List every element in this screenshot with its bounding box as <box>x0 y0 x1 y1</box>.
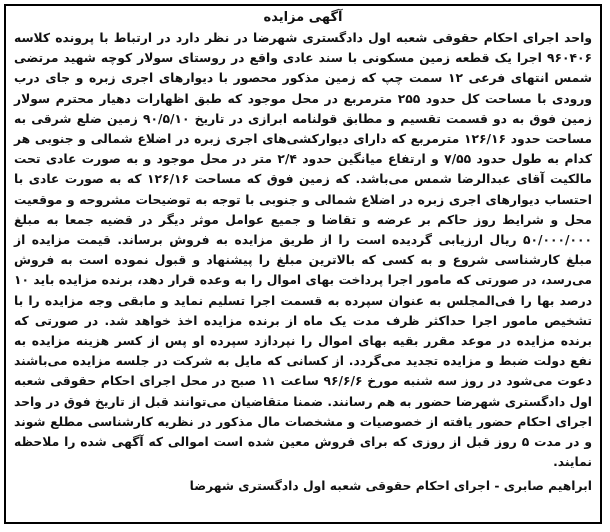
notice-title: آگهی مزایده <box>263 10 343 25</box>
notice-signature: ابراهیم صابری - اجرای احکام حقوقی شعبه اول دادگستری شهرضا <box>189 479 592 494</box>
auction-notice <box>4 4 602 524</box>
notice-body: واحد اجرای احکام حقوقی شعبه اول دادگستری شهرضا در نظر دارد در ارتباط با پرونده کلاسه ۹۶۰۴۰۶ اجرا یک قطعه زمین مسکونی با سند عادی واقع در روستای سولار کوچه شهید مرتضی شمس انتهای فرعی ۱۲ سمت چپ که زمین مذکور محصور با دیوارهای اجری زبره و جای درب ورودی با مساحت کل حدود ۲۵۵ مترمربع در محل موجود که طبق اظهارات دهیار محترم سولار زمین فوق به دو قسمت تقسیم و مطابق قولنامه ابرازی در تاریخ ۹۰/۵/۱۰ زمین ضلع شرقی به مساحت حدود ۱۲۶/۱۶ مترمربع که دارای دیوارکشی‌های اجری زبره در اضلاع شمالی و جنوبی هر کدام به طول حدود ۷/۵۵ و ارتفاع میانگین حدود ۲/۴ متر در محل موجود و به صورت عادی تحت مالکیت آقای عبدالرضا شمس می‌باشد. که زمین فوق که مساحت ۱۲۶/۱۶ که به صورت عادی با احتساب دیوارهای اجری زبره در اضلاع شمالی و جنوبی با توجه به توضیحات مشروحه و موقعیت محل و شرایط روز حاکم بر عرضه و تقاضا و جمیع عوامل موثر دیگر در قضیه جمعا به مبلغ ۵۰/۰۰۰/۰۰۰ ریال ارزیابی گردیده است را از طریق مزایده به فروش برساند. قیمت مزایده از مبلغ کارشناسی شروع و به کسی که بالاترین مبلغ را پیشنهاد و قبول نموده است به فروش می‌رسد، در صورتی که مامور اجرا پرداخت بهای اموال را به وعده قرار دهد، برنده مزایده باید ۱۰ درصد بها را فی‌المجلس به عنوان سپرده به قسمت اجرا تسلیم نماید و مابقی وجه مزایده را با تشخیص مامور اجرا حداکثر ظرف مدت یک ماه از برنده مزایده اخذ خواهد شد. در صورتی که برنده مزایده در موعد مقرر بقیه بهای اموال را نپردازد سپرده او پس از کسر هزینه مزایده به نفع دولت ضبط و مزایده تجدید می‌گردد. از کسانی که مایل به شرکت در جلسه مزایده می‌باشند دعوت می‌شود در روز سه شنبه مورخ ۹۶/۶/۶ ساعت ۱۱ صبح در محل اجرای احکام حقوقی شعبه اول دادگستری شهرضا حضور به هم رسانند. ضمنا متقاضیان می‌توانند قبل از تاریخ فوق در واحد اجرای احکام حضور یافته از خصوصیات و مشخصات مال مذکور در نظریه کارشناسی مطلع شوند و در مدت ۵ روز قبل از روزی که برای فروش معین شده است اموالی که آگهی شده را ملاحظه نمایند. <box>14 31 593 470</box>
